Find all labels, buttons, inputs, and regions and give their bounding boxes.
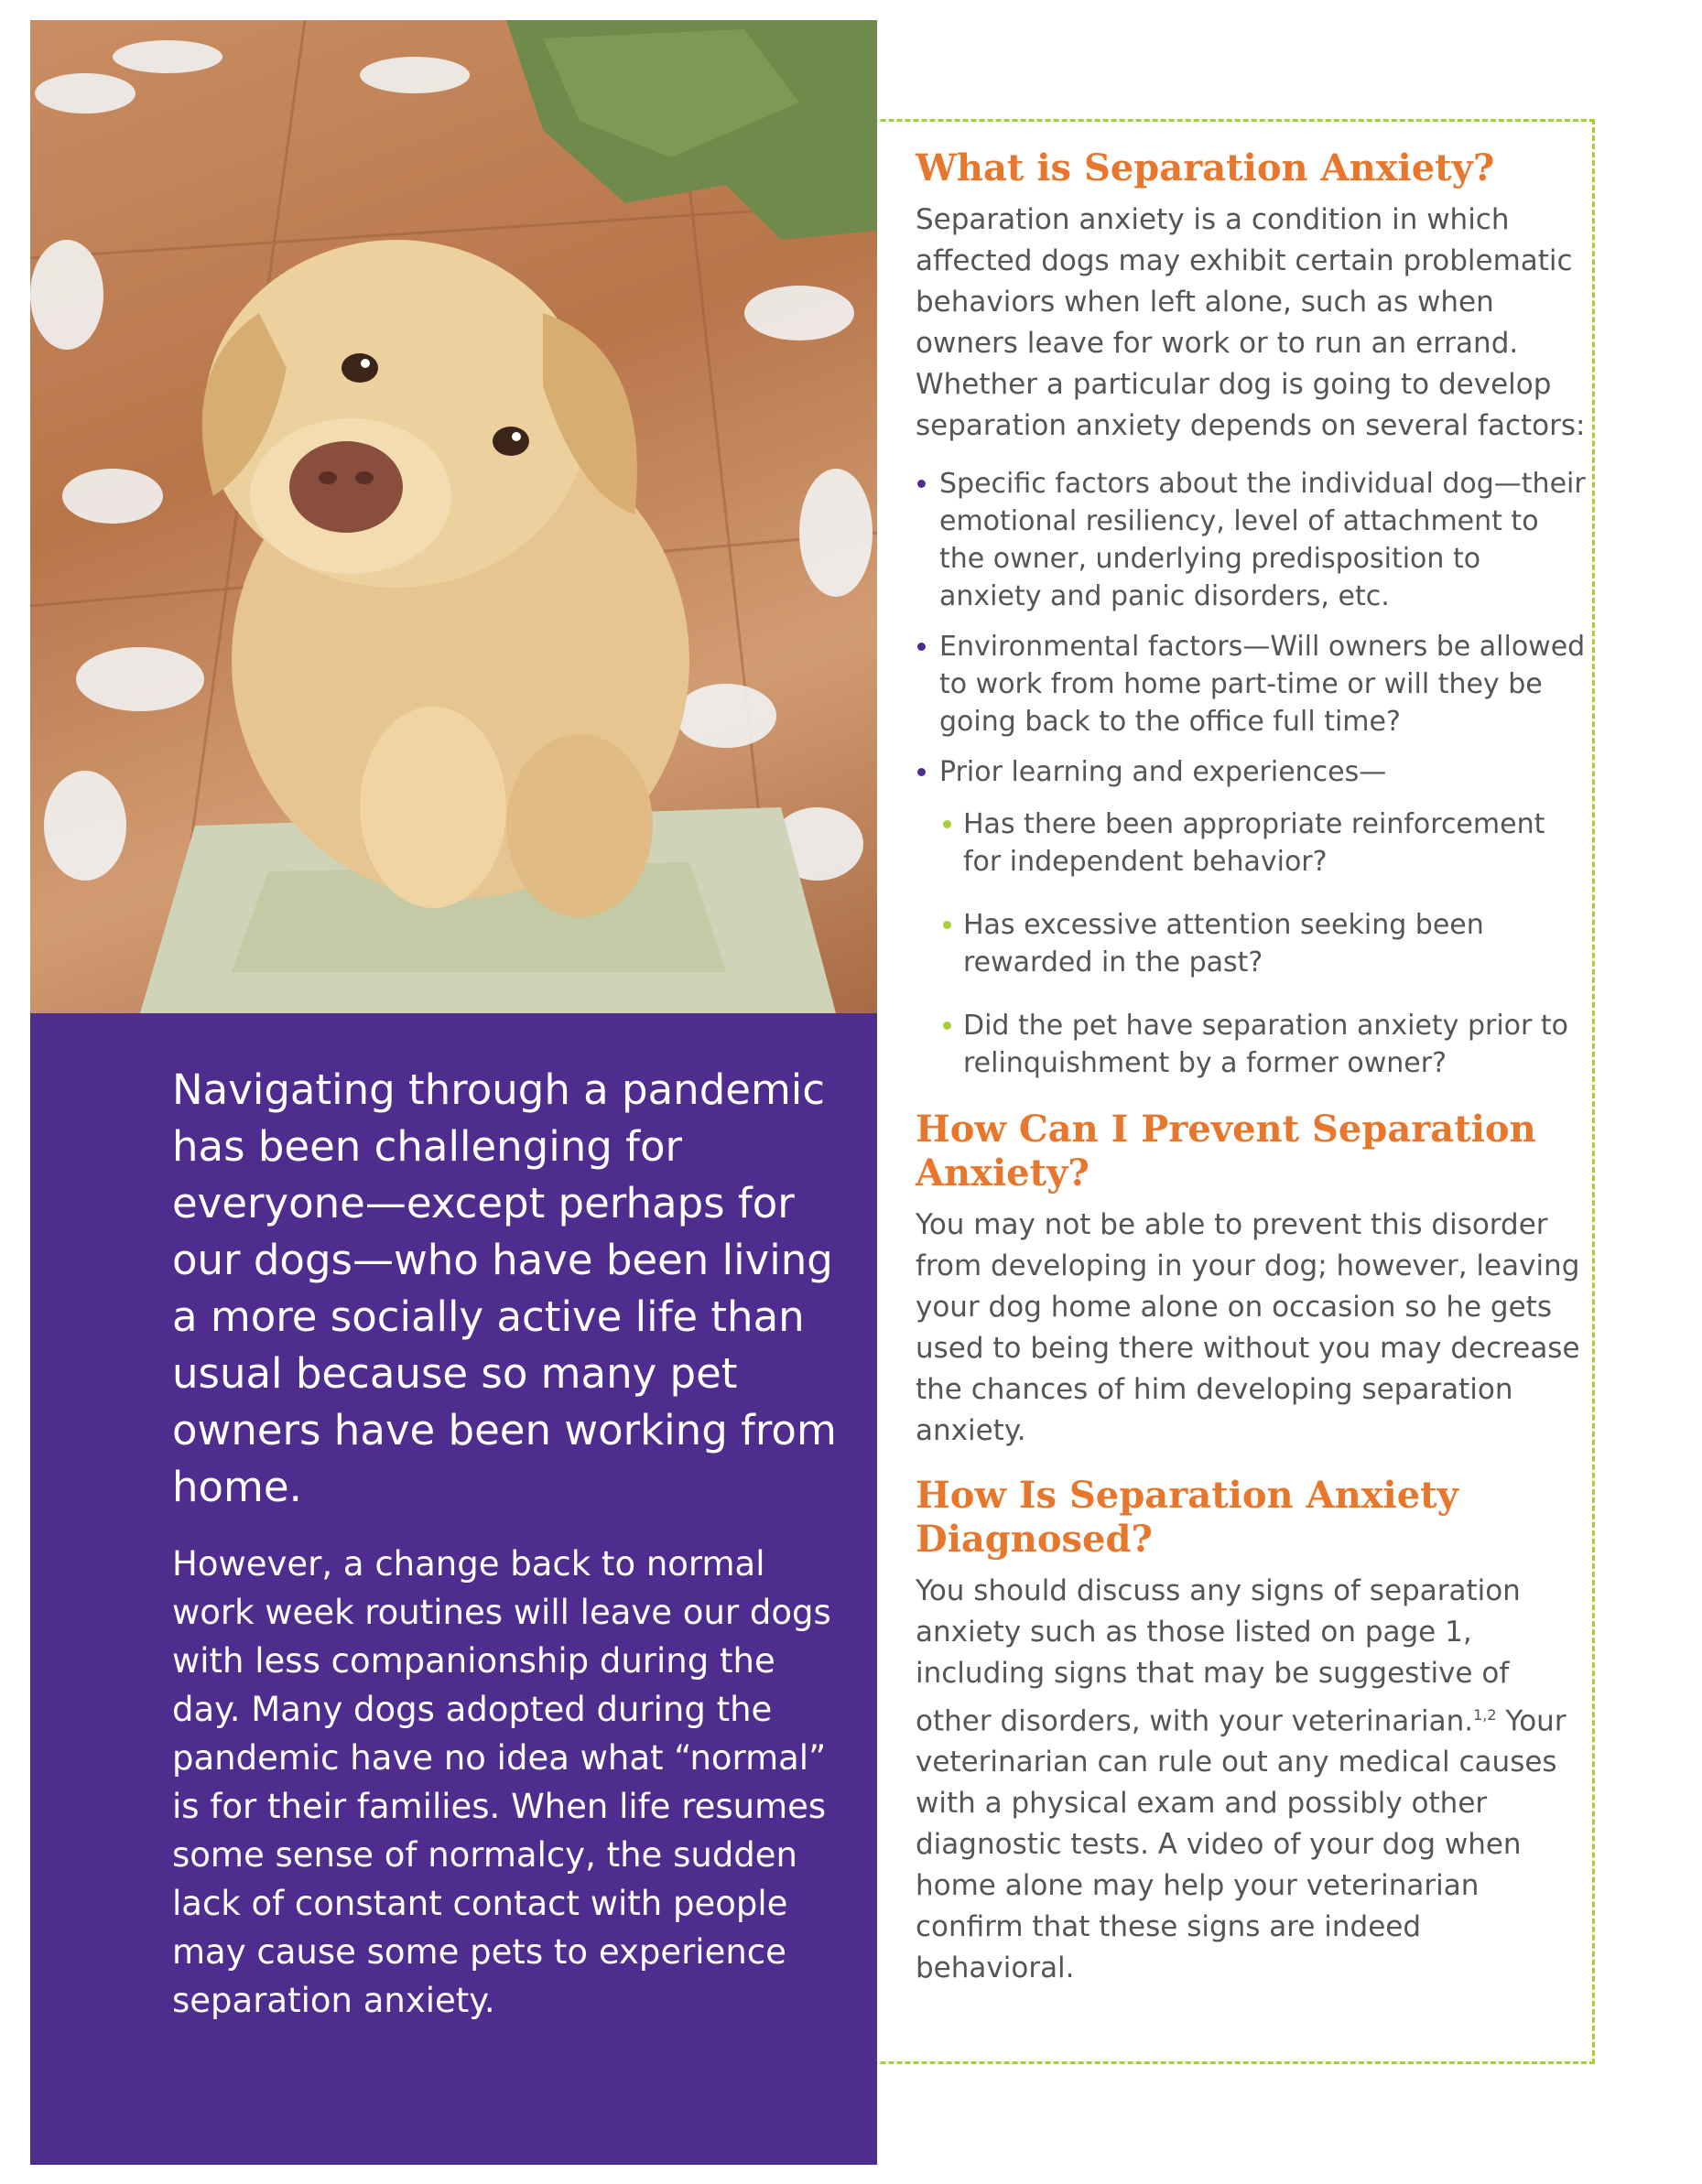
list-item: Has there been appropriate reinforcement for independent behavior?	[939, 805, 1588, 881]
list-item: Environmental factors—Will owners be allowed to work from home part-time or will they be going back to the office full time?	[916, 628, 1588, 741]
list-item: Specific factors about the individual dog—their emotional resiliency, level of attachment to the owner, underlying predisposition to anxiety and panic disorders, etc.	[916, 465, 1588, 615]
citation-superscript: 1,2	[1473, 1706, 1497, 1724]
section3-text-after: Your veterinarian can rule out any medical causes with a physical exam and possibly other diagnostic tests. A video of your dog when home alone may help your veterinarian confirm that these signs are indeed behavioral.	[916, 1704, 1566, 1985]
right-column	[916, 146, 1588, 2007]
list-item: Did the pet have separation anxiety prior to relinquishment by a former owner?	[939, 1007, 1588, 1082]
pull-quote	[172, 1062, 850, 2025]
section1-heading: What is Separation Anxiety?	[916, 146, 1495, 189]
list-item: Has excessive attention seeking been rewarded in the past?	[939, 906, 1588, 981]
section1-intro: Separation anxiety is a condition in which affected dogs may exhibit certain problematic behaviors when left alone, such as when owners leave for work or to run an errand. Whether a particular dog is going to develop separation anxiety depends on several factors:	[916, 203, 1586, 442]
sub-factor-list	[916, 805, 1588, 1082]
section2-text: You may not be able to prevent this disorder from developing in your dog; however, leaving your dog home alone on occasion so he gets used to being there without you may decrease the chances of him developing separation anxiety.	[916, 1208, 1580, 1447]
pull-quote-lead: Navigating through a pandemic has been challenging for everyone—except perhaps for our dogs—who have been living a more socially active life than usual because so many pet owners have been working from home.	[172, 1065, 837, 1511]
dog-illustration	[30, 20, 877, 1013]
factor-list	[916, 465, 1588, 791]
pull-quote-body: However, a change back to normal work week routines will leave our dogs with less companionship during the day. Many dogs adopted during the pandemic have no idea what “normal” is for their families. When life resumes some sense of normalcy, the sudden lack of constant contact with people may cause some pets to experience separation anxiety.	[172, 1544, 831, 2020]
section3-heading: How Is Separation Anxiety Diagnosed?	[916, 1474, 1458, 1561]
section3-text	[916, 1571, 1588, 1989]
section3-text-before: You should discuss any signs of separation anxiety such as those listed on page 1, including signs that may be suggestive of other disorders, with your veterinarian.	[916, 1574, 1521, 1738]
dog-photo	[30, 20, 877, 1013]
list-item: Prior learning and experiences—	[916, 753, 1588, 791]
section2-heading: How Can I Prevent Separation Anxiety?	[916, 1108, 1536, 1195]
